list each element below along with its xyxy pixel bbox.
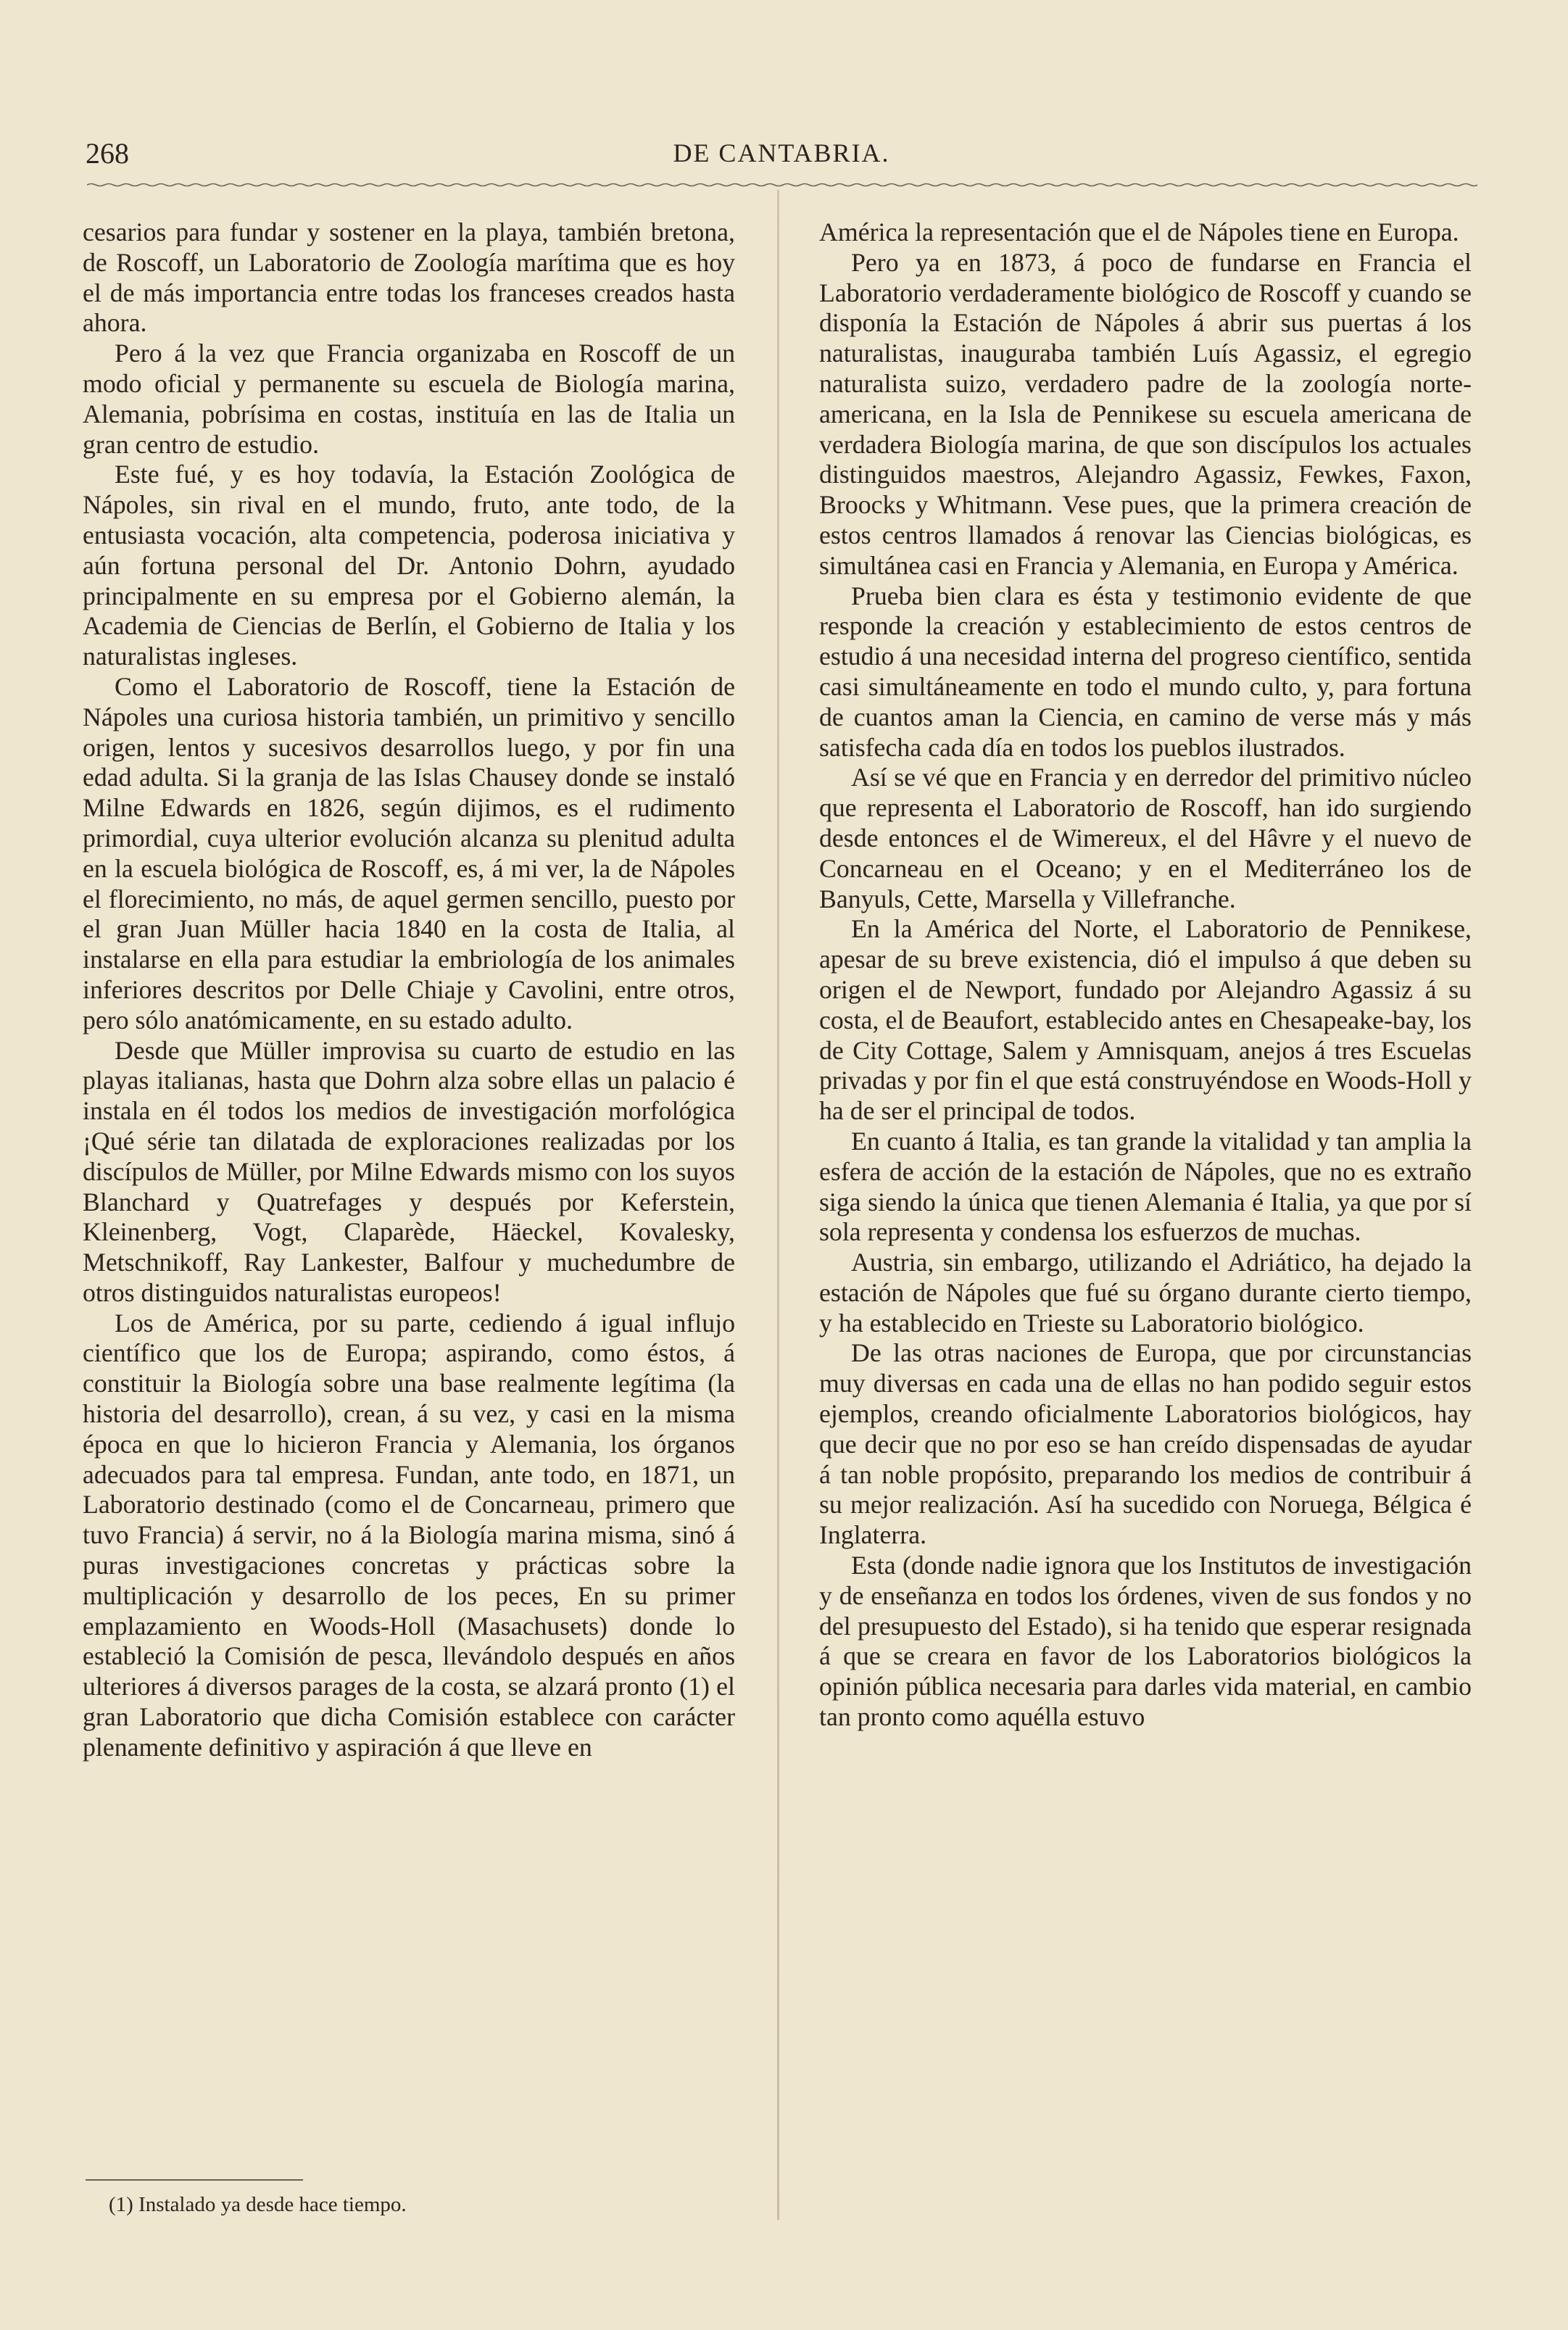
header-ornamental-rule (87, 183, 1477, 187)
page-header (86, 136, 1477, 180)
paragraph: Prueba bien clara es ésta y testimonio evidente de que responde la creación y establecimiento de estos centros de estudio á una necesidad interna del progreso científico, sentida casi simultáneamente en todo el mundo culto, y, para fortuna de cuantos aman la Ciencia, en camino de verse más y más satisfecha cada día en todos los pueblos ilustrados. (819, 581, 1472, 762)
paragraph: En la América del Norte, el Laboratorio de Pennikese, apesar de su breve existencia, dió el impulso á que deben su origen el de Newport, fundado por Alejandro Agassiz á su costa, el de Beaufort, establecido antes en Chesapeake-bay, los de City Cottage, Salem y Amnisquam, anejos á tres Escuelas privadas y por fin el que está construyéndose en Woods-Holl y ha de ser el principal de todos. (819, 914, 1472, 1126)
footnote-rule (86, 2179, 303, 2181)
paragraph: América la representación que el de Nápoles tiene en Europa. (819, 217, 1459, 246)
page-number: 268 (86, 137, 129, 170)
footnote: (1) Instalado ya desde hace tiempo. (109, 2193, 407, 2216)
running-title: DE CANTABRIA. (673, 138, 890, 167)
paragraph: De las otras naciones de Europa, que por circunstancias muy diversas en cada una de ellas no han podido seguir estos ejemplos, creando oficialmente Laboratorios biológicos, hay que decir que no por eso se han creído dispensadas de ayudar á tan noble propósito, preparando los medios de contribuir á su mejor realización. Así ha sucedido con Noruega, Bélgica é Inglaterra. (819, 1338, 1472, 1550)
paragraph: Como el Laboratorio de Roscoff, tiene la Estación de Nápoles una curiosa historia también, un primitivo y sencillo origen, lentos y sucesivos desarrollos luego, y por fin una edad adulta. Si la granja de las Islas Chausey donde se instaló Milne Edwards en 1826, según dijimos, es el rudimento primordial, cuya ulterior evolución alcanza su plenitud adulta en la escuela biológica de Roscoff, es, á mi ver, la de Nápoles el florecimiento, no más, de aquel germen sencillo, puesto por el gran Juan Müller hacia 1840 en la costa de Italia, al instalarse en ella para estudiar la embriología de los animales inferiores descritos por Delle Chiaje y Cavolini, entre otros, pero sólo anatómicamente, en su estado adulto. (83, 671, 735, 1035)
paragraph: Desde que Müller improvisa su cuarto de estudio en las playas italianas, hasta que Dohrn alza sobre ellas un palacio é instala en él todos los medios de investigación morfológica ¡Qué série tan dilatada de exploraciones realizadas por los discípulos de Müller, por Milne Edwards mismo con los suyos Blanchard y Quatrefages y después por Keferstein, Kleinenberg, Vogt, Claparède, Häeckel, Kovalesky, Metschnikoff, Ray Lankester, Balfour y muchedumbre de otros distinguidos naturalistas europeos! (83, 1035, 735, 1307)
paragraph: Esta (donde nadie ignora que los Institutos de investigación y de enseñanza en todos los órdenes, viven de sus fondos y no del presupuesto del Estado), si ha tenido que esperar resignada á que se creara en favor de los Laboratorios biológicos la opinión pública necesaria para darles vida material, en cambio tan pronto como aquélla estuvo (819, 1551, 1472, 1732)
paragraph: Este fué, y es hoy todavía, la Estación Zoológica de Nápoles, sin rival en el mundo, fruto, ante todo, de la entusiasta vocación, alta competencia, poderosa iniciativa y aún fortuna personal del Dr. Antonio Dohrn, ayudado principalmente en su empresa por el Gobierno alemán, la Academia de Ciencias de Berlín, el Gobierno de Italia y los naturalistas ingleses. (83, 460, 735, 671)
paragraph: Austria, sin embargo, utilizando el Adriático, ha dejado la estación de Nápoles que fué su órgano durante cierto tiempo, y ha establecido en Trieste su Laboratorio biológico. (819, 1248, 1472, 1338)
paragraph: cesarios para fundar y sostener en la playa, también bretona, de Roscoff, un Laboratorio de Zoología marítima que es hoy el de más importancia entre todas los franceses creados hasta ahora. (83, 217, 735, 338)
paragraph: Los de América, por su parte, cediendo á igual influjo científico que los de Europa; aspirando, como éstos, á constituir la Biología sobre una base realmente legítima (la historia del desarrollo), crean, á su vez, y casi en la misma época en que lo hicieron Francia y Alemania, los órganos adecuados para tal empresa. Fundan, ante todo, en 1871, un Laboratorio destinado (como el de Concarneau, primero que tuvo Francia) á servir, no á la Biología marina misma, sinó á puras investigaciones concretas y prácticas sobre la multiplicación y desarrollo de los peces, En su primer emplazamiento en Woods-Holl (Masachusets) donde lo estableció la Comisión de pesca, llevándolo después en años ulteriores á diversos parages de la costa, se alzará pronto (1) el gran Laboratorio que dicha Comisión establece con carácter plenamente definitivo y aspiración á que lleve en (83, 1308, 735, 1762)
paragraph: Pero á la vez que Francia organizaba en Roscoff de un modo oficial y permanente su escuela de Biología marina, Alemania, pobrísima en costas, instituía en las de Italia un gran centro de estudio. (83, 339, 735, 459)
paragraph: Pero ya en 1873, á poco de fundarse en Francia el Laboratorio verdaderamente biológico de Roscoff y cuando se disponía la Estación de Nápoles á abrir sus puertas á los naturalistas, inauguraba también Luís Agassiz, el egregio naturalista suizo, verdadero padre de la zoología norte-americana, en la Isla de Pennikese su escuela americana de verdadera Biología marina, de que son discípulos los actuales distinguidos maestros, Alejandro Agassiz, Fewkes, Faxon, Broocks y Whitmann. Vese pues, que la primera creación de estos centros llamados á renovar las Ciencias biológicas, es simultánea casi en Francia y Alemania, en Europa y América. (819, 247, 1472, 580)
paragraph: Así se vé que en Francia y en derredor del primitivo núcleo que representa el Laboratorio de Roscoff, han ido surgiendo desde entonces el de Wimereux, el del Hâvre y el nuevo de Concarneau en el Oceano; y en el Mediterráneo los de Banyuls, Cette, Marsella y Villefranche. (819, 763, 1472, 913)
right-column (819, 217, 1472, 1733)
left-column (83, 217, 735, 1763)
column-divider (777, 190, 779, 2220)
paragraph: En cuanto á Italia, es tan grande la vitalidad y tan amplia la esfera de acción de la estación de Nápoles, que no es extraño siga siendo la única que tienen Alemania é Italia, ya que por sí sola representa y condensa los esfuerzos de muchas. (819, 1126, 1472, 1247)
